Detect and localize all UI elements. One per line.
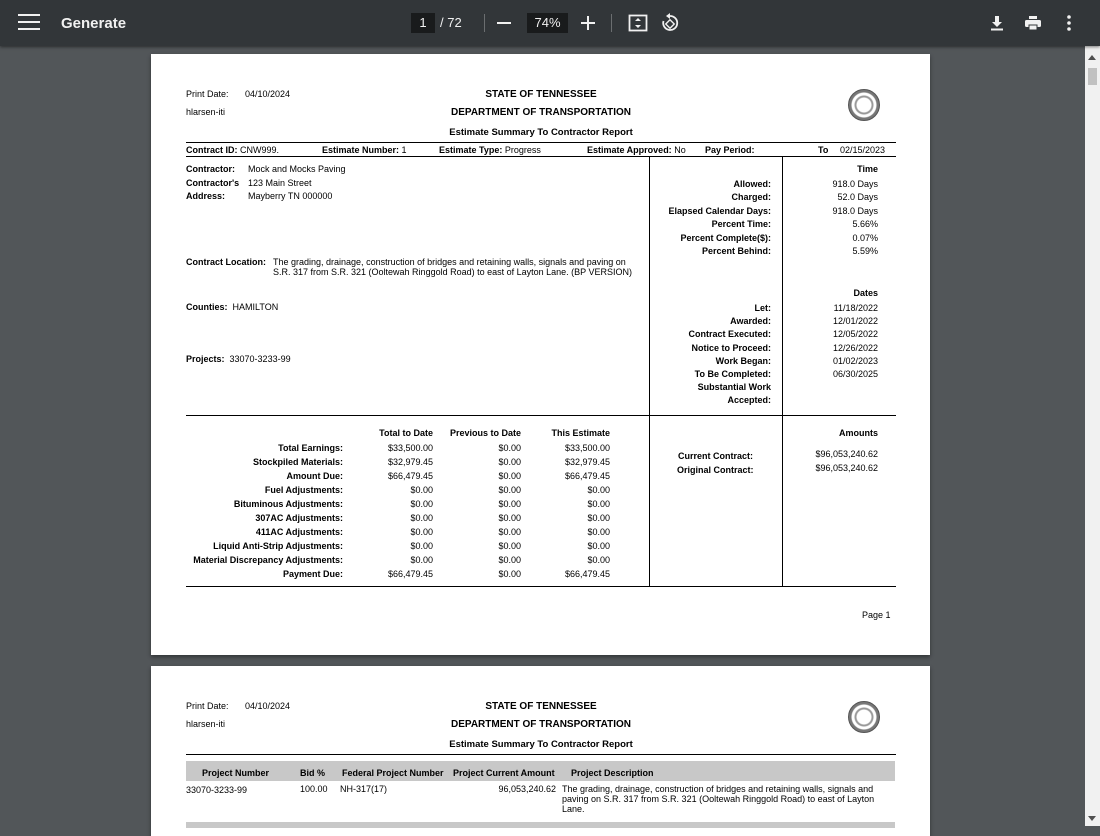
date-label: Work Began: — [715, 355, 771, 366]
current-contract-label: Current Contract: — [678, 451, 754, 461]
document-title: Generate — [61, 15, 127, 32]
time-label: Allowed: — [733, 179, 771, 189]
print-date-label: Print Date: — [186, 701, 229, 711]
address-line-2: Mayberry TN 000000 — [248, 191, 333, 201]
project-description — [562, 784, 874, 814]
time-value: 5.59% — [852, 246, 878, 257]
state-title: STATE OF TENNESSEE — [485, 89, 597, 100]
pay-period-label: Pay Period: — [705, 145, 755, 155]
time-label: Elapsed Calendar Days: — [668, 205, 771, 216]
estimate-number: 1 — [401, 145, 407, 155]
scroll-up-arrow-icon[interactable] — [1088, 55, 1096, 60]
earnings-value: $0.00 — [498, 569, 521, 579]
address-line-1: 123 Main Street — [248, 178, 312, 188]
pdf-toolbar — [0, 0, 1100, 46]
time-value: 52.0 Days — [837, 192, 878, 203]
current-contract-value: $96,053,240.62 — [815, 449, 878, 459]
contract-location-line-1: The grading, drainage, construction of bridges and retaining walls, signals and paving on — [273, 257, 626, 267]
project-description-line: paving on S.R. 317 from S.R. 321 (Ooltewah Ringgold Road) to east of Layton — [562, 794, 875, 804]
user-name: hlarsen-iti — [186, 107, 226, 117]
earnings-value: $66,479.45 — [387, 471, 433, 481]
original-contract-label: Original Contract: — [677, 465, 754, 475]
earnings-value: $0.00 — [498, 457, 521, 467]
projects: 33070-3233-99 — [229, 354, 291, 364]
project-description-line: Lane. — [562, 804, 585, 814]
federal-project-number: NH-317(17) — [340, 784, 388, 794]
col-bid-percent: Bid % — [300, 768, 326, 778]
earnings-label: Payment Due: — [282, 569, 343, 579]
column-divider — [649, 156, 650, 586]
col-project-current-amount: Project Current Amount — [453, 768, 555, 778]
contractor-label: Contractor: — [186, 164, 235, 174]
estimate-approved-label: Estimate Approved: — [587, 145, 672, 155]
vertical-scrollbar[interactable] — [1085, 46, 1100, 826]
department-title: DEPARTMENT OF TRANSPORTATION — [451, 107, 631, 118]
this-estimate-values — [531, 441, 610, 581]
projects-label: Projects: — [186, 354, 225, 364]
divider — [186, 415, 896, 416]
earnings-value: $0.00 — [498, 499, 521, 509]
project-description-line: The grading, drainage, construction of bridges and retaining walls, signals and — [562, 784, 874, 794]
earnings-labels — [171, 441, 343, 581]
earnings-value: $32,979.45 — [564, 457, 610, 467]
state-seal-icon — [848, 701, 880, 733]
date-label: Contract Executed: — [688, 329, 771, 340]
earnings-label: Amount Due: — [286, 471, 343, 481]
total-to-date-values — [361, 441, 433, 581]
page-number-input[interactable]: 1 — [411, 13, 435, 33]
time-value: 918.0 Days — [832, 179, 878, 189]
scroll-down-arrow-icon[interactable] — [1088, 816, 1096, 821]
time-value: 5.66% — [852, 219, 878, 230]
user-name: hlarsen-iti — [186, 719, 226, 729]
col-project-number: Project Number — [202, 768, 270, 778]
earnings-value: $0.00 — [498, 527, 521, 537]
divider — [186, 156, 896, 157]
previous-to-date-values — [451, 441, 521, 581]
state-title: STATE OF TENNESSEE — [485, 701, 597, 712]
earnings-value: $33,500.00 — [564, 443, 610, 453]
page-total: / 72 — [440, 15, 462, 30]
earnings-value: $0.00 — [410, 513, 433, 523]
earnings-value: $0.00 — [587, 527, 610, 537]
scrollbar-thumb[interactable] — [1088, 68, 1097, 85]
original-contract-value: $96,053,240.62 — [815, 463, 878, 473]
earnings-value: $0.00 — [498, 471, 521, 481]
contract-id: CNW999. — [240, 145, 280, 155]
earnings-value: $0.00 — [410, 541, 433, 551]
earnings-value: $66,479.45 — [564, 471, 610, 481]
column-divider — [782, 156, 783, 586]
state-seal-icon — [848, 89, 880, 121]
more-options-icon[interactable] — [1059, 13, 1079, 33]
date-value: 12/05/2022 — [832, 329, 878, 340]
counties-label: Counties: — [186, 302, 228, 312]
earnings-value: $0.00 — [587, 513, 610, 523]
time-header: Time — [857, 164, 878, 174]
time-label: Charged: — [731, 192, 771, 203]
date-value: 01/02/2023 — [832, 355, 878, 366]
earnings-value: $0.00 — [498, 541, 521, 551]
to-label: To — [818, 145, 829, 155]
earnings-value: $0.00 — [410, 499, 433, 509]
amounts-header: Amounts — [839, 428, 878, 438]
date-value: 06/30/2025 — [832, 369, 878, 380]
print-date: 04/10/2024 — [245, 701, 291, 711]
estimate-number-label: Estimate Number: — [322, 145, 400, 155]
menu-icon[interactable] — [18, 14, 40, 32]
earnings-value: $0.00 — [410, 485, 433, 495]
to-date: 02/15/2023 — [840, 145, 886, 155]
fit-to-page-icon[interactable] — [628, 13, 648, 33]
date-label: Notice to Proceed: — [691, 342, 771, 353]
print-date-label: Print Date: — [186, 89, 229, 99]
earnings-label: 411AC Adjustments: — [255, 527, 343, 537]
divider — [186, 586, 896, 587]
earnings-value: $0.00 — [498, 485, 521, 495]
download-icon[interactable] — [987, 13, 1007, 33]
earnings-value: $32,979.45 — [387, 457, 433, 467]
pdf-page-2 — [151, 666, 930, 836]
address-label: Address: — [186, 191, 226, 201]
toolbar-divider — [484, 14, 485, 32]
col-federal-project-number: Federal Project Number — [342, 768, 444, 778]
time-label: Percent Time: — [711, 219, 771, 230]
contract-location-label: Contract Location: — [186, 257, 266, 267]
date-labels — [651, 302, 771, 408]
project-bid: 100.00 — [300, 784, 328, 794]
earnings-value: $0.00 — [587, 485, 610, 495]
contract-location-line-2: S.R. 317 from S.R. 321 (Ooltewah Ringgold Road) to east of Layton Lane. (BP VERSION) — [273, 267, 633, 277]
zoom-level-input[interactable]: 74% — [527, 13, 568, 33]
earnings-value: $33,500.00 — [387, 443, 433, 453]
time-label: Percent Complete($): — [680, 232, 771, 243]
date-label: Awarded: — [730, 316, 771, 327]
earnings-value: $66,479.45 — [564, 569, 610, 579]
col-project-description: Project Description — [571, 768, 654, 778]
divider — [186, 142, 896, 143]
earnings-value: $0.00 — [587, 499, 610, 509]
department-title: DEPARTMENT OF TRANSPORTATION — [451, 719, 631, 730]
earnings-value: $0.00 — [498, 443, 521, 453]
pdf-page-1 — [151, 54, 930, 655]
col-total-to-date: Total to Date — [379, 428, 433, 438]
estimate-type: Progress — [504, 145, 541, 155]
page-number-footer: Page 1 — [862, 610, 891, 620]
earnings-label: 307AC Adjustments: — [255, 513, 343, 523]
earnings-value: $0.00 — [410, 555, 433, 565]
divider — [186, 754, 896, 755]
report-title: Estimate Summary To Contractor Report — [449, 739, 633, 750]
project-number: 33070-3233-99 — [186, 785, 248, 795]
earnings-value: $0.00 — [498, 555, 521, 565]
earnings-value: $0.00 — [587, 555, 610, 565]
estimate-approved: No — [674, 145, 686, 155]
date-label: Substantial Work — [697, 382, 771, 393]
time-values — [791, 178, 878, 258]
toolbar-divider — [611, 14, 612, 32]
date-label: To Be Completed: — [694, 369, 771, 380]
print-date: 04/10/2024 — [245, 89, 291, 99]
time-value: 0.07% — [852, 232, 878, 243]
earnings-value: $0.00 — [498, 513, 521, 523]
date-value: 12/26/2022 — [832, 342, 878, 353]
zoom-in-icon[interactable] — [581, 15, 597, 31]
date-label: Accepted: — [727, 395, 771, 406]
report-title: Estimate Summary To Contractor Report — [449, 127, 633, 138]
contractor-name: Mock and Mocks Paving — [248, 164, 346, 174]
earnings-label: Fuel Adjustments: — [264, 485, 343, 495]
date-label: Let: — [754, 303, 771, 313]
col-this-estimate: This Estimate — [551, 428, 610, 438]
date-value: 12/01/2022 — [832, 316, 878, 327]
earnings-value: $0.00 — [410, 527, 433, 537]
project-current-amount: 96,053,240.62 — [498, 784, 556, 794]
earnings-label: Bituminous Adjustments: — [233, 499, 343, 509]
estimate-type-label: Estimate Type: — [439, 145, 503, 155]
earnings-label: Material Discrepancy Adjustments: — [193, 555, 343, 565]
earnings-value: $0.00 — [587, 541, 610, 551]
time-labels — [651, 178, 771, 258]
contractors-label: Contractor's — [186, 178, 240, 188]
rotate-icon[interactable] — [660, 13, 680, 33]
contract-id-label: Contract ID: — [186, 145, 238, 155]
col-previous-to-date: Previous to Date — [449, 428, 521, 438]
earnings-label: Liquid Anti-Strip Adjustments: — [213, 541, 343, 551]
dates-header: Dates — [853, 288, 878, 298]
date-value: 11/18/2022 — [833, 303, 878, 313]
earnings-label: Total Earnings: — [278, 443, 343, 453]
counties: HAMILTON — [232, 302, 279, 312]
print-icon[interactable] — [1023, 13, 1043, 33]
earnings-value: $66,479.45 — [387, 569, 433, 579]
time-label: Percent Behind: — [701, 246, 771, 257]
table-footer-bar — [186, 822, 895, 828]
time-value: 918.0 Days — [832, 205, 878, 216]
earnings-label: Stockpiled Materials: — [252, 457, 343, 467]
date-values — [791, 302, 878, 381]
zoom-out-icon[interactable] — [497, 22, 511, 24]
